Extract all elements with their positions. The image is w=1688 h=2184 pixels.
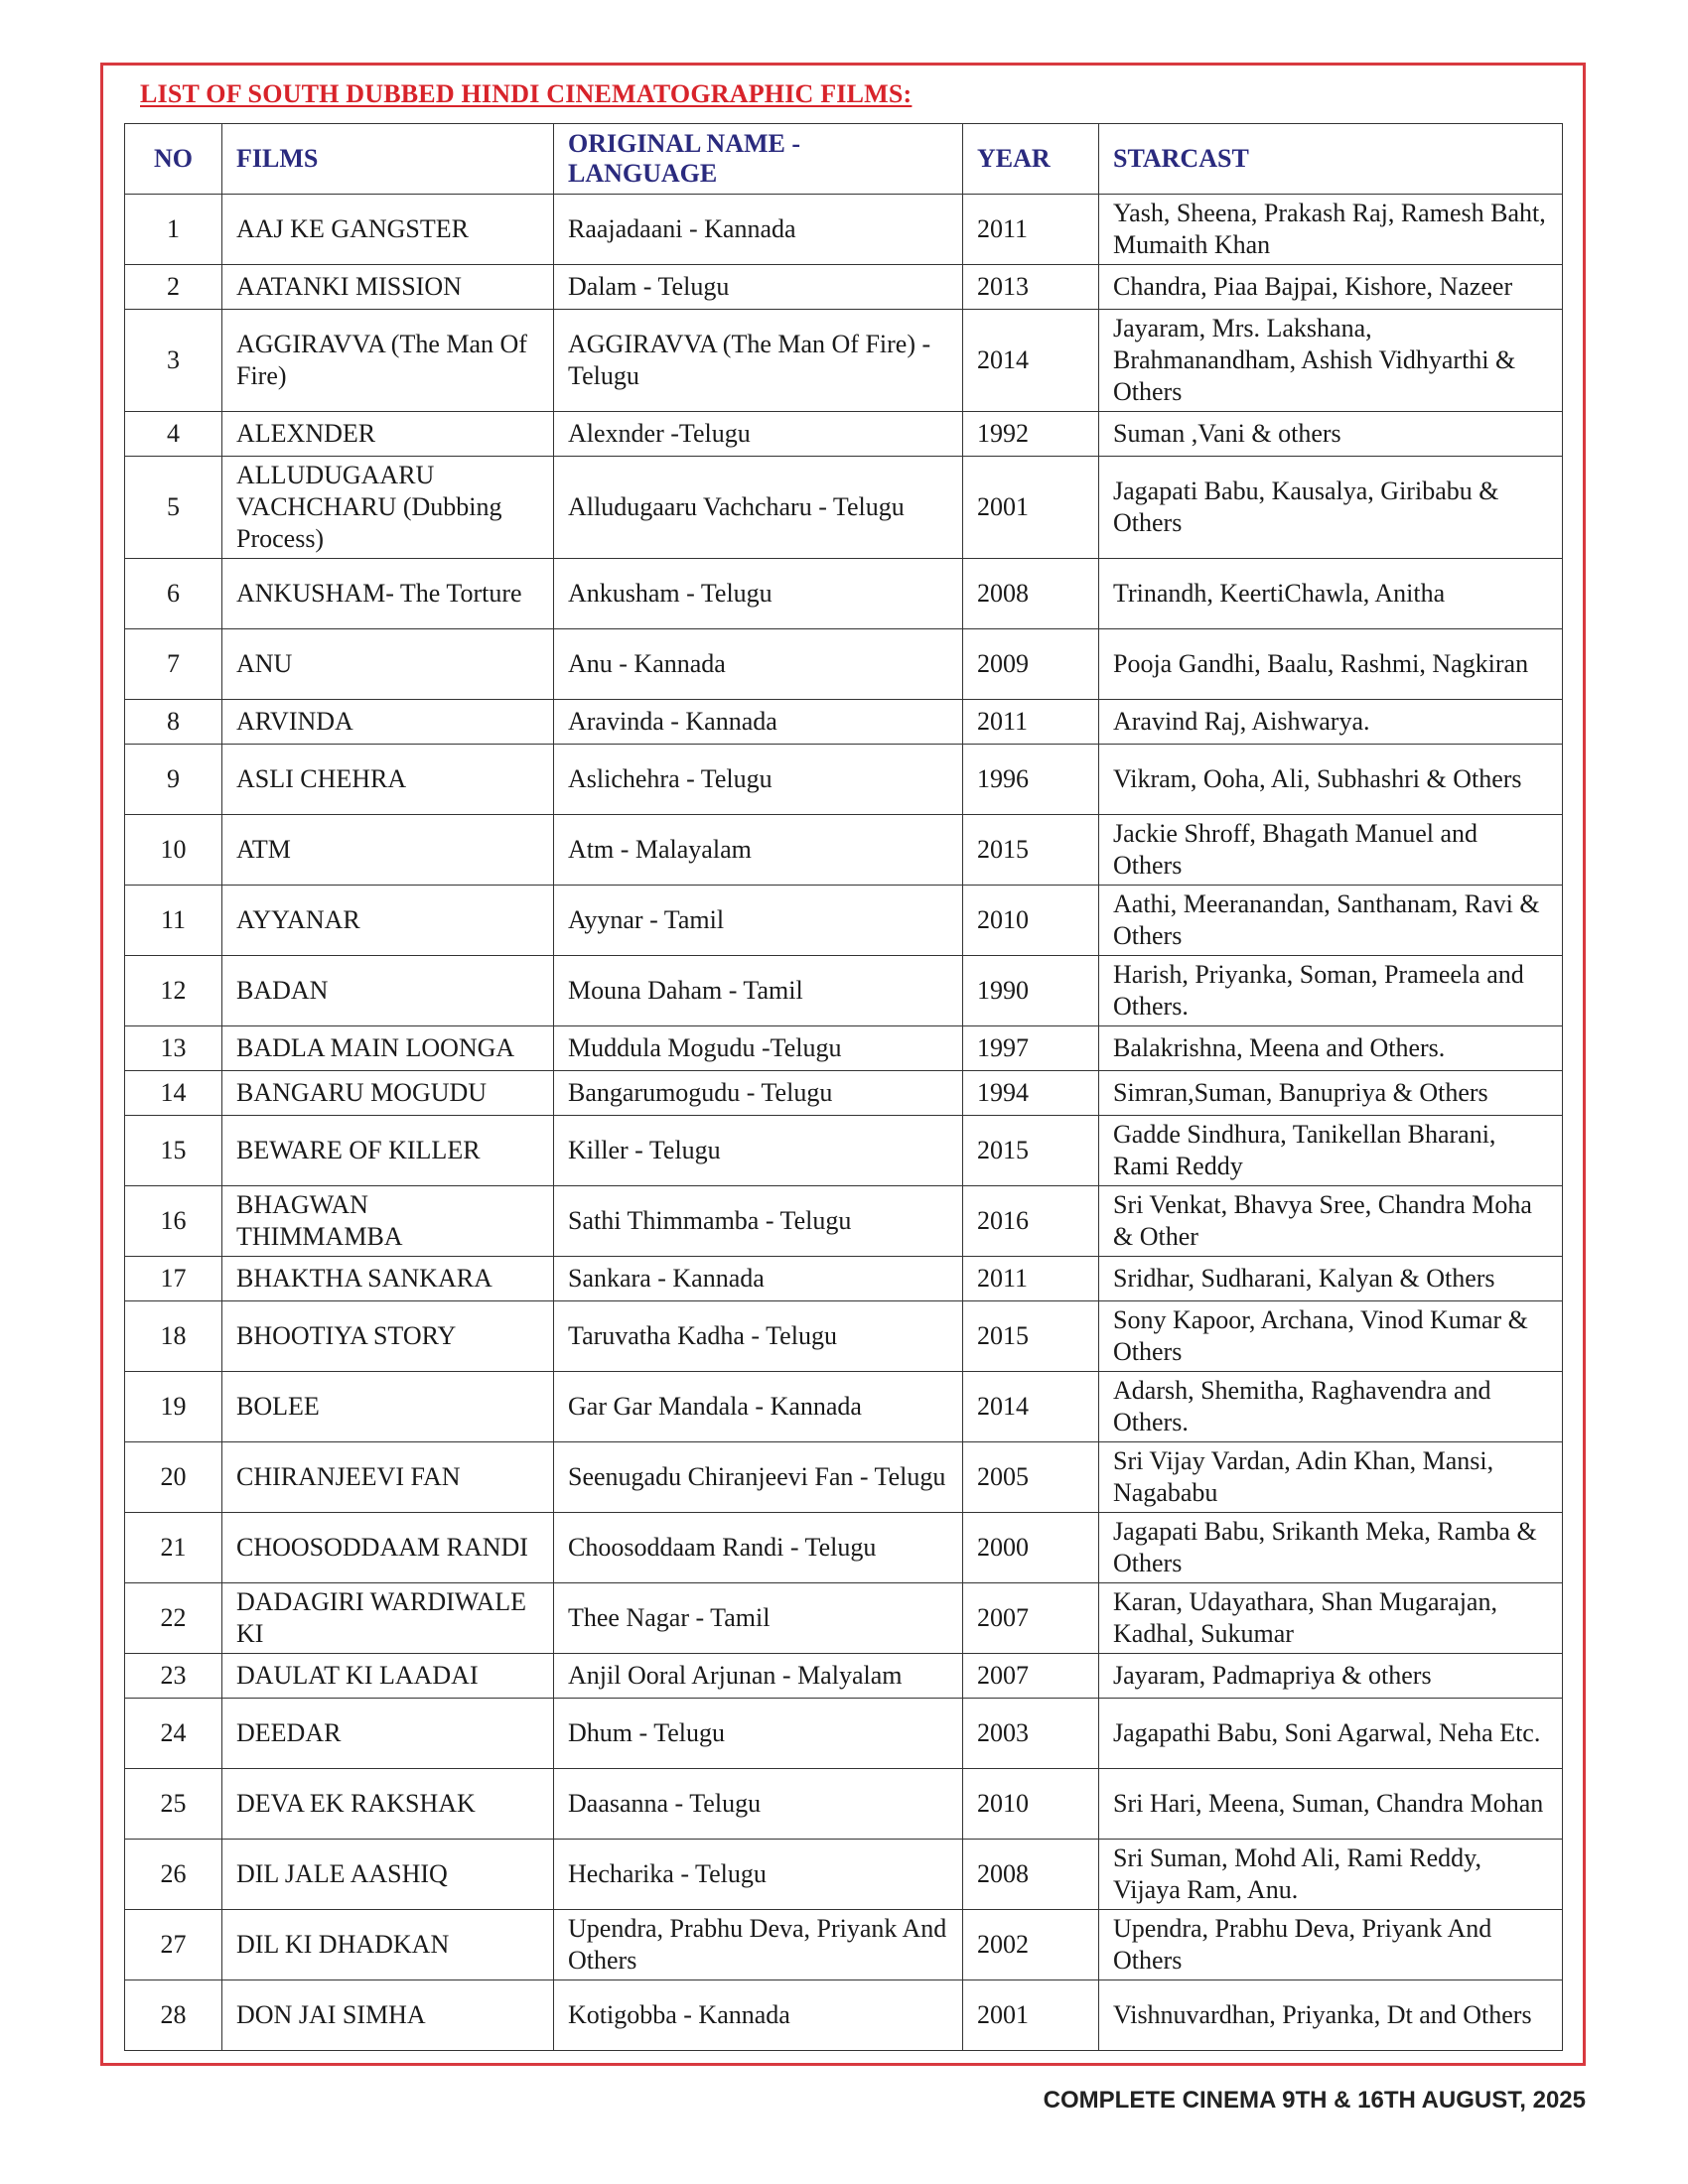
film-no-cell: 24 <box>125 1699 222 1769</box>
table-row <box>125 956 1563 1026</box>
starcast-cell: Balakrishna, Meena and Others. <box>1099 1026 1563 1071</box>
film-no-cell: 15 <box>125 1116 222 1186</box>
film-no-cell: 9 <box>125 745 222 815</box>
table-row <box>125 1699 1563 1769</box>
original-name-cell: Seenugadu Chiranjeevi Fan - Telugu <box>554 1442 963 1513</box>
year-cell: 2015 <box>963 1301 1099 1372</box>
film-title-cell: AYYANAR <box>222 886 554 956</box>
starcast-cell: Karan, Udayathara, Shan Mugarajan, Kadhal, Sukumar <box>1099 1583 1563 1654</box>
table-row <box>125 1116 1563 1186</box>
starcast-cell: Vishnuvardhan, Priyanka, Dt and Others <box>1099 1980 1563 2051</box>
table-header-row <box>125 124 1563 195</box>
column-header-films: FILMS <box>222 124 554 195</box>
starcast-cell: Sri Hari, Meena, Suman, Chandra Mohan <box>1099 1769 1563 1840</box>
starcast-cell: Sri Venkat, Bhavya Sree, Chandra Moha & Other <box>1099 1186 1563 1257</box>
film-title-cell: BHAGWAN THIMMAMBA <box>222 1186 554 1257</box>
original-name-cell: Ayynar - Tamil <box>554 886 963 956</box>
film-no-cell: 25 <box>125 1769 222 1840</box>
film-title-cell: BADLA MAIN LOONGA <box>222 1026 554 1071</box>
starcast-cell: Sridhar, Sudharani, Kalyan & Others <box>1099 1257 1563 1301</box>
original-name-cell: Taruvatha Kadha - Telugu <box>554 1301 963 1372</box>
film-no-cell: 8 <box>125 700 222 745</box>
year-cell: 2000 <box>963 1513 1099 1583</box>
starcast-cell: Aathi, Meeranandan, Santhanam, Ravi & Others <box>1099 886 1563 956</box>
original-name-cell: Mouna Daham - Tamil <box>554 956 963 1026</box>
column-header-original-name-language: ORIGINAL NAME - LANGUAGE <box>554 124 963 195</box>
film-no-cell: 23 <box>125 1654 222 1699</box>
film-title-cell: CHIRANJEEVI FAN <box>222 1442 554 1513</box>
starcast-cell: Suman ,Vani & others <box>1099 412 1563 457</box>
film-no-cell: 7 <box>125 629 222 700</box>
film-title-cell: DON JAI SIMHA <box>222 1980 554 2051</box>
year-cell: 2016 <box>963 1186 1099 1257</box>
film-no-cell: 10 <box>125 815 222 886</box>
starcast-cell: Chandra, Piaa Bajpai, Kishore, Nazeer <box>1099 265 1563 310</box>
column-header-year: YEAR <box>963 124 1099 195</box>
original-name-cell: Ankusham - Telugu <box>554 559 963 629</box>
table-row <box>125 1372 1563 1442</box>
original-name-cell: Aslichehra - Telugu <box>554 745 963 815</box>
film-no-cell: 12 <box>125 956 222 1026</box>
original-name-cell: Dalam - Telugu <box>554 265 963 310</box>
year-cell: 2014 <box>963 310 1099 412</box>
year-cell: 2014 <box>963 1372 1099 1442</box>
starcast-cell: Simran,Suman, Banupriya & Others <box>1099 1071 1563 1116</box>
table-row <box>125 1026 1563 1071</box>
table-row <box>125 195 1563 265</box>
year-cell: 2001 <box>963 457 1099 559</box>
film-title-cell: DADAGIRI WARDIWALE KI <box>222 1583 554 1654</box>
year-cell: 2010 <box>963 886 1099 956</box>
film-title-cell: ANKUSHAM- The Torture <box>222 559 554 629</box>
film-no-cell: 27 <box>125 1910 222 1980</box>
film-title-cell: ATM <box>222 815 554 886</box>
original-name-cell: Raajadaani - Kannada <box>554 195 963 265</box>
original-name-cell: Killer - Telugu <box>554 1116 963 1186</box>
film-no-cell: 26 <box>125 1840 222 1910</box>
original-name-cell: Alludugaaru Vachcharu - Telugu <box>554 457 963 559</box>
film-title-cell: DIL KI DHADKAN <box>222 1910 554 1980</box>
table-row <box>125 1583 1563 1654</box>
starcast-cell: Jayaram, Padmapriya & others <box>1099 1654 1563 1699</box>
film-no-cell: 14 <box>125 1071 222 1116</box>
year-cell: 1992 <box>963 412 1099 457</box>
table-row <box>125 1071 1563 1116</box>
film-no-cell: 5 <box>125 457 222 559</box>
starcast-cell: Jagapathi Babu, Soni Agarwal, Neha Etc. <box>1099 1699 1563 1769</box>
film-no-cell: 20 <box>125 1442 222 1513</box>
film-title-cell: BADAN <box>222 956 554 1026</box>
film-title-cell: DEEDAR <box>222 1699 554 1769</box>
page-title: LIST OF SOUTH DUBBED HINDI CINEMATOGRAPHIC FILMS: <box>140 79 913 108</box>
table-row <box>125 1301 1563 1372</box>
table-row <box>125 1513 1563 1583</box>
film-no-cell: 19 <box>125 1372 222 1442</box>
starcast-cell: Jayaram, Mrs. Lakshana, Brahmanandham, Ashish Vidhyarthi & Others <box>1099 310 1563 412</box>
year-cell: 2010 <box>963 1769 1099 1840</box>
year-cell: 2003 <box>963 1699 1099 1769</box>
table-row <box>125 457 1563 559</box>
starcast-cell: Jagapati Babu, Srikanth Meka, Ramba & Others <box>1099 1513 1563 1583</box>
year-cell: 2002 <box>963 1910 1099 1980</box>
year-cell: 1990 <box>963 956 1099 1026</box>
original-name-cell: AGGIRAVVA (The Man Of Fire) - Telugu <box>554 310 963 412</box>
original-name-cell: Daasanna - Telugu <box>554 1769 963 1840</box>
original-name-cell: Sathi Thimmamba - Telugu <box>554 1186 963 1257</box>
original-name-cell: Atm - Malayalam <box>554 815 963 886</box>
film-title-cell: AATANKI MISSION <box>222 265 554 310</box>
film-title-cell: AGGIRAVVA (The Man Of Fire) <box>222 310 554 412</box>
original-name-cell: Upendra, Prabhu Deva, Priyank And Others <box>554 1910 963 1980</box>
year-cell: 2011 <box>963 1257 1099 1301</box>
table-row <box>125 1910 1563 1980</box>
film-no-cell: 1 <box>125 195 222 265</box>
original-name-cell: Thee Nagar - Tamil <box>554 1583 963 1654</box>
original-name-cell: Anjil Ooral Arjunan - Malyalam <box>554 1654 963 1699</box>
film-title-cell: ASLI CHEHRA <box>222 745 554 815</box>
table-row <box>125 1257 1563 1301</box>
year-cell: 1996 <box>963 745 1099 815</box>
table-row <box>125 559 1563 629</box>
year-cell: 2011 <box>963 700 1099 745</box>
original-name-cell: Bangarumogudu - Telugu <box>554 1071 963 1116</box>
film-no-cell: 18 <box>125 1301 222 1372</box>
starcast-cell: Adarsh, Shemitha, Raghavendra and Others. <box>1099 1372 1563 1442</box>
year-cell: 1994 <box>963 1071 1099 1116</box>
original-name-cell: Sankara - Kannada <box>554 1257 963 1301</box>
film-title-cell: DAULAT KI LAADAI <box>222 1654 554 1699</box>
table-row <box>125 412 1563 457</box>
film-title-cell: AAJ KE GANGSTER <box>222 195 554 265</box>
table-row <box>125 700 1563 745</box>
original-name-cell: Anu - Kannada <box>554 629 963 700</box>
table-row <box>125 1186 1563 1257</box>
film-no-cell: 16 <box>125 1186 222 1257</box>
film-title-cell: ANU <box>222 629 554 700</box>
table-row <box>125 1840 1563 1910</box>
original-name-cell: Choosoddaam Randi - Telugu <box>554 1513 963 1583</box>
film-title-cell: CHOOSODDAAM RANDI <box>222 1513 554 1583</box>
original-name-cell: Gar Gar Mandala - Kannada <box>554 1372 963 1442</box>
year-cell: 2015 <box>963 815 1099 886</box>
films-table <box>124 123 1563 2051</box>
film-title-cell: ARVINDA <box>222 700 554 745</box>
original-name-cell: Dhum - Telugu <box>554 1699 963 1769</box>
table-row <box>125 629 1563 700</box>
table-row <box>125 745 1563 815</box>
film-no-cell: 4 <box>125 412 222 457</box>
film-no-cell: 11 <box>125 886 222 956</box>
year-cell: 2005 <box>963 1442 1099 1513</box>
film-title-cell: ALLUDUGAARU VACHCHARU (Dubbing Process) <box>222 457 554 559</box>
film-title-cell: BHAKTHA SANKARA <box>222 1257 554 1301</box>
footer-publication-note: COMPLETE CINEMA 9TH & 16TH AUGUST, 2025 <box>1043 2087 1586 2114</box>
column-header-no: NO <box>125 124 222 195</box>
table-row <box>125 265 1563 310</box>
year-cell: 2009 <box>963 629 1099 700</box>
film-no-cell: 17 <box>125 1257 222 1301</box>
table-row <box>125 310 1563 412</box>
starcast-cell: Trinandh, KeertiChawla, Anitha <box>1099 559 1563 629</box>
year-cell: 2011 <box>963 195 1099 265</box>
film-no-cell: 2 <box>125 265 222 310</box>
original-name-cell: Aravinda - Kannada <box>554 700 963 745</box>
film-title-cell: DIL JALE AASHIQ <box>222 1840 554 1910</box>
starcast-cell: Sri Suman, Mohd Ali, Rami Reddy, Vijaya Ram, Anu. <box>1099 1840 1563 1910</box>
starcast-cell: Sony Kapoor, Archana, Vinod Kumar & Others <box>1099 1301 1563 1372</box>
year-cell: 1997 <box>963 1026 1099 1071</box>
film-title-cell: BEWARE OF KILLER <box>222 1116 554 1186</box>
starcast-cell: Harish, Priyanka, Soman, Prameela and Others. <box>1099 956 1563 1026</box>
starcast-cell: Sri Vijay Vardan, Adin Khan, Mansi, Nagababu <box>1099 1442 1563 1513</box>
year-cell: 2015 <box>963 1116 1099 1186</box>
table-row <box>125 1442 1563 1513</box>
table-row <box>125 815 1563 886</box>
original-name-cell: Kotigobba - Kannada <box>554 1980 963 2051</box>
table-row <box>125 886 1563 956</box>
film-no-cell: 13 <box>125 1026 222 1071</box>
year-cell: 2008 <box>963 559 1099 629</box>
table-row <box>125 1980 1563 2051</box>
starcast-cell: Yash, Sheena, Prakash Raj, Ramesh Baht, Mumaith Khan <box>1099 195 1563 265</box>
starcast-cell: Gadde Sindhura, Tanikellan Bharani, Rami Reddy <box>1099 1116 1563 1186</box>
film-title-cell: BOLEE <box>222 1372 554 1442</box>
original-name-cell: Hecharika - Telugu <box>554 1840 963 1910</box>
original-name-cell: Muddula Mogudu -Telugu <box>554 1026 963 1071</box>
starcast-cell: Jagapati Babu, Kausalya, Giribabu & Others <box>1099 457 1563 559</box>
original-name-cell: Alexnder -Telugu <box>554 412 963 457</box>
film-no-cell: 22 <box>125 1583 222 1654</box>
year-cell: 2013 <box>963 265 1099 310</box>
column-header-starcast: STARCAST <box>1099 124 1563 195</box>
film-title-cell: BHOOTIYA STORY <box>222 1301 554 1372</box>
year-cell: 2001 <box>963 1980 1099 2051</box>
film-title-cell: BANGARU MOGUDU <box>222 1071 554 1116</box>
starcast-cell: Aravind Raj, Aishwarya. <box>1099 700 1563 745</box>
film-no-cell: 21 <box>125 1513 222 1583</box>
film-title-cell: DEVA EK RAKSHAK <box>222 1769 554 1840</box>
starcast-cell: Pooja Gandhi, Baalu, Rashmi, Nagkiran <box>1099 629 1563 700</box>
table-row <box>125 1654 1563 1699</box>
year-cell: 2008 <box>963 1840 1099 1910</box>
table-row <box>125 1769 1563 1840</box>
film-title-cell: ALEXNDER <box>222 412 554 457</box>
film-no-cell: 6 <box>125 559 222 629</box>
starcast-cell: Vikram, Ooha, Ali, Subhashri & Others <box>1099 745 1563 815</box>
film-no-cell: 28 <box>125 1980 222 2051</box>
year-cell: 2007 <box>963 1654 1099 1699</box>
year-cell: 2007 <box>963 1583 1099 1654</box>
starcast-cell: Jackie Shroff, Bhagath Manuel and Others <box>1099 815 1563 886</box>
starcast-cell: Upendra, Prabhu Deva, Priyank And Others <box>1099 1910 1563 1980</box>
film-no-cell: 3 <box>125 310 222 412</box>
